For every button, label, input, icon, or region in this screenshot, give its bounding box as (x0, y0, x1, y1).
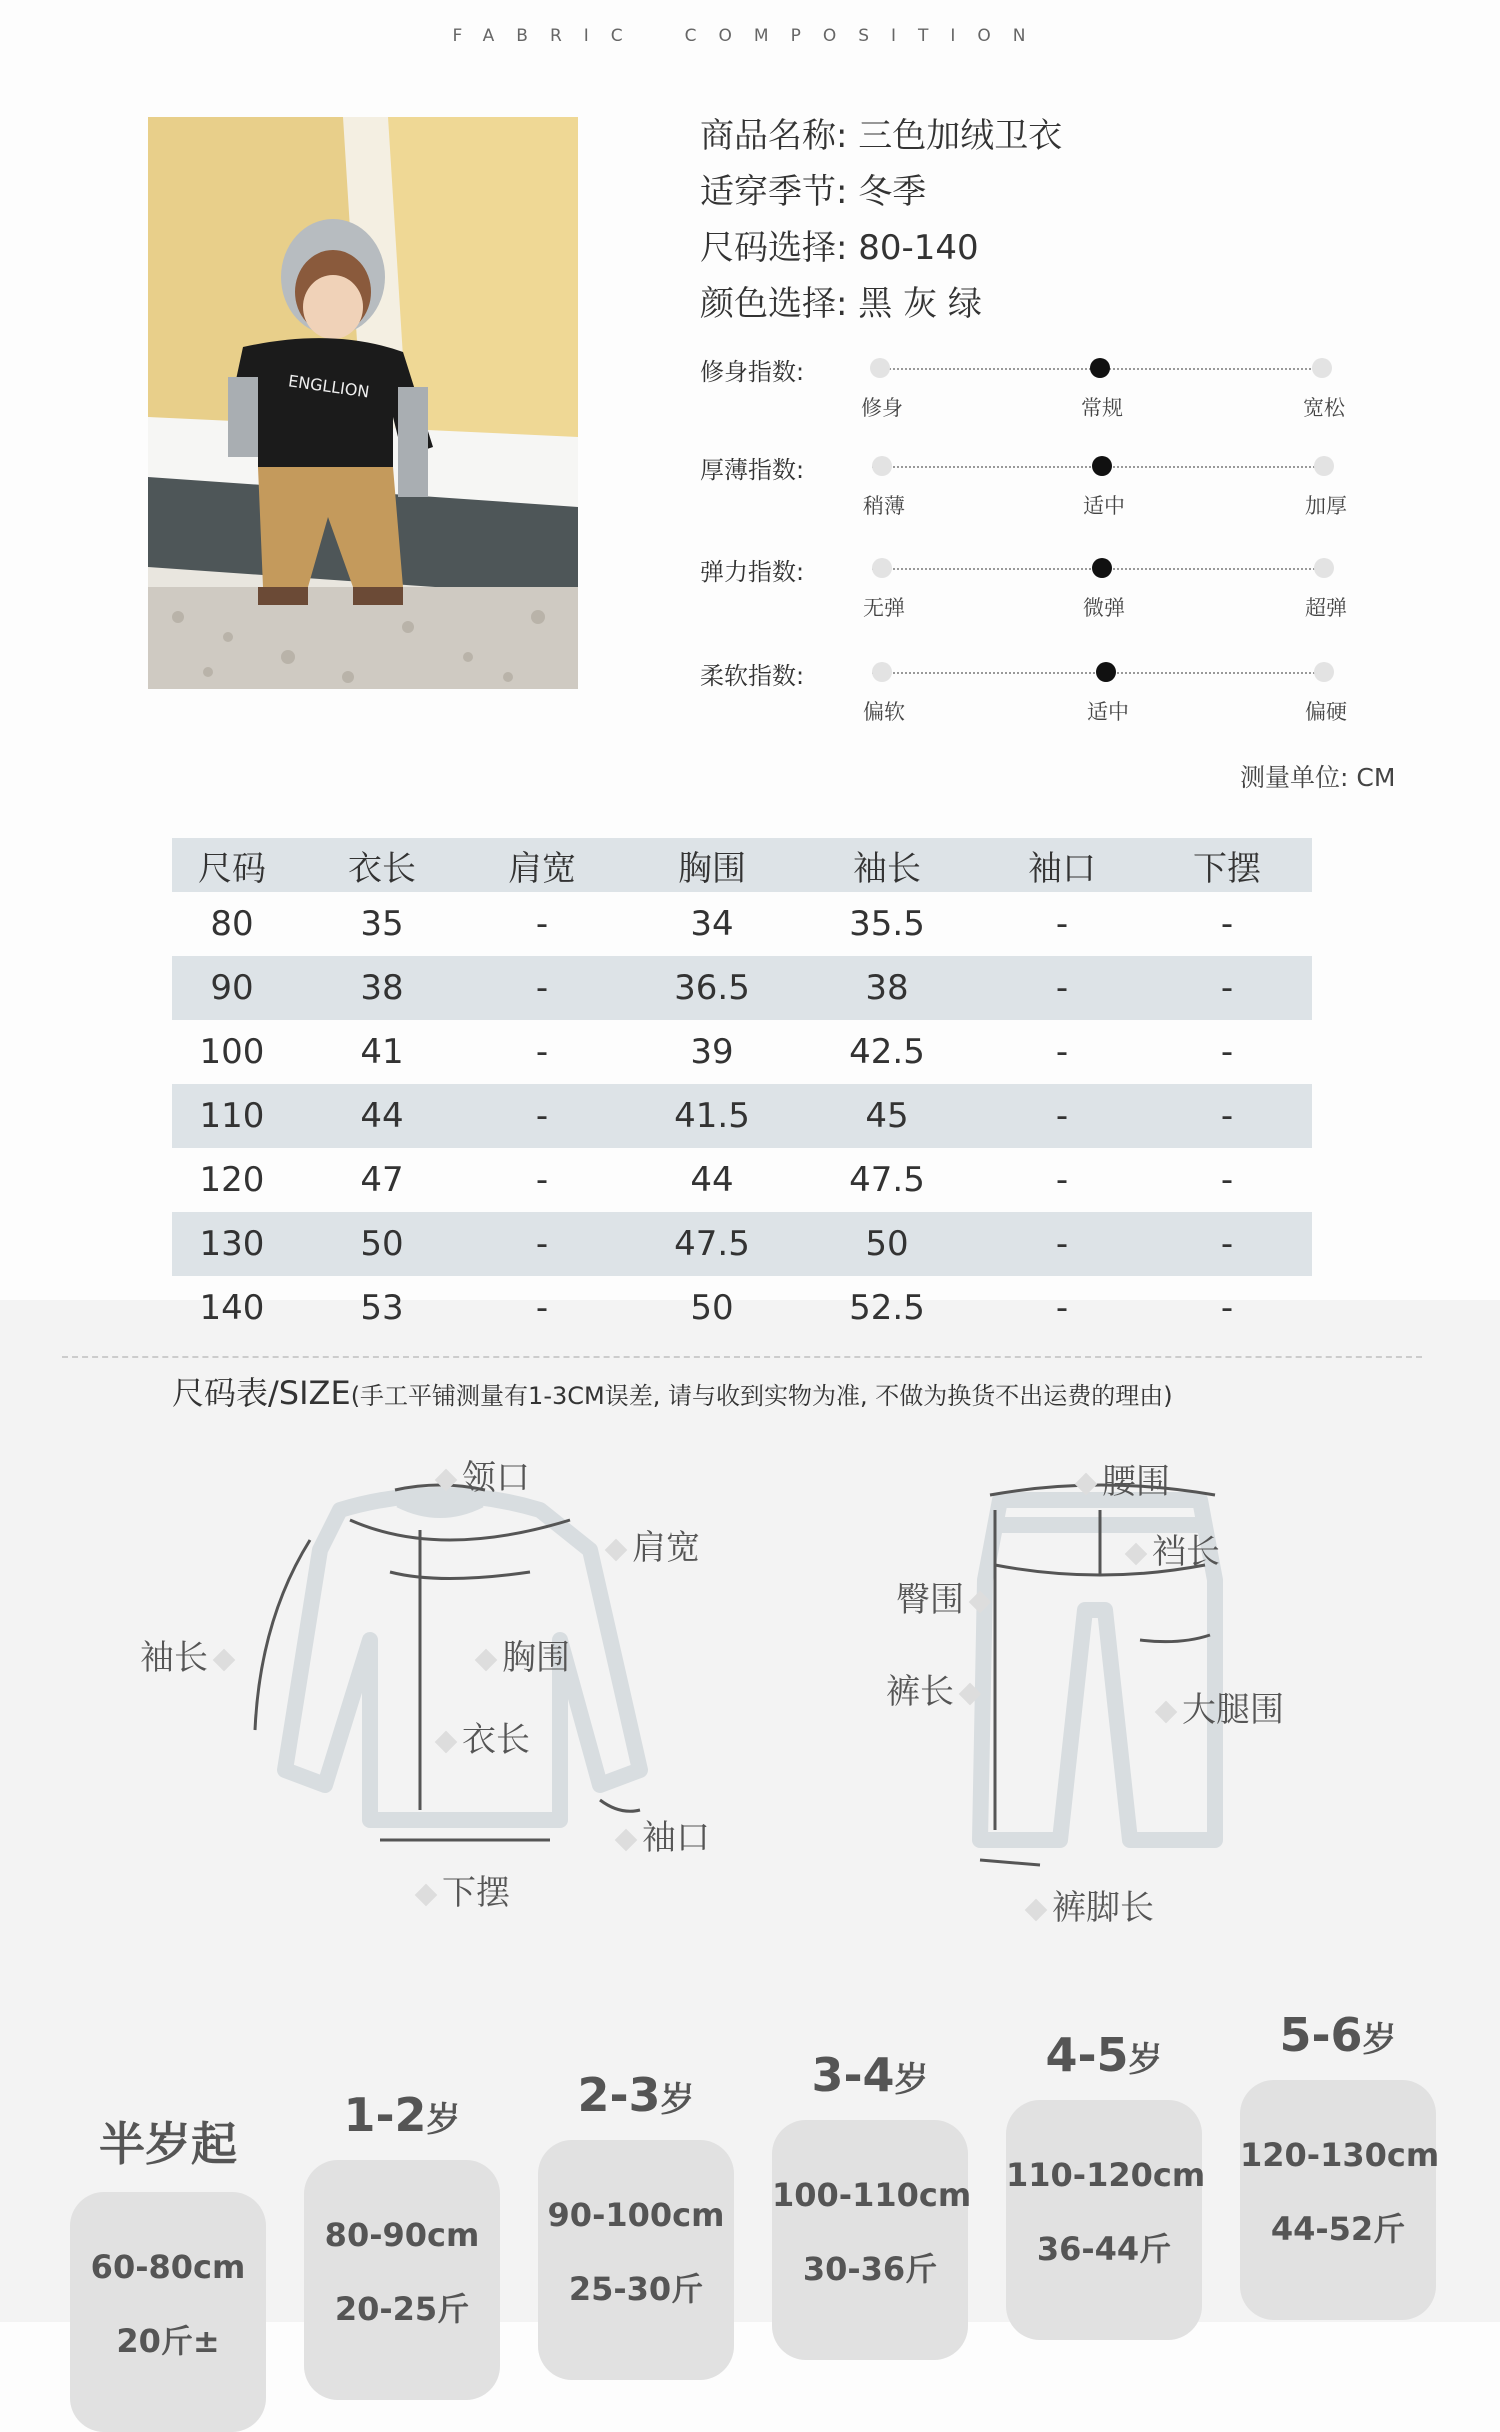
weight-range: 30-36斤 (802, 2250, 938, 2288)
height-range: 90-100cm (547, 2196, 725, 2234)
age-label: 半岁起 (99, 2117, 237, 2171)
age-card (1240, 2008, 1440, 2320)
age-label: 2-3岁 (577, 2068, 695, 2122)
weight-range: 20斤± (116, 2322, 220, 2360)
age-card-body (304, 2160, 500, 2400)
age-card (1006, 2028, 1206, 2340)
size-table (172, 838, 1312, 1340)
table-row: 120 47 - 44 47.5 - - (199, 1160, 1234, 1200)
height-range: 110-120cm (1006, 2156, 1206, 2194)
measurement-diagram (140, 1440, 1360, 1928)
weight-range: 25-30斤 (568, 2270, 704, 2308)
garment-outlines (140, 1440, 1360, 1920)
info-colors: 颜色选择: 黑 灰 绿 (700, 284, 982, 324)
subtitle-left: FABRIC (452, 26, 645, 46)
thickness-index-label: 厚薄指数: (700, 456, 805, 484)
section-divider (62, 1356, 1422, 1358)
product-info (700, 112, 1062, 336)
weight-range: 36-44斤 (1036, 2230, 1172, 2268)
table-row: 110 44 - 41.5 45 - - (172, 1084, 1312, 1148)
table-row: 100 41 - 39 42.5 - - (199, 1032, 1234, 1072)
table-header: 尺码 衣长 肩宽 胸围 袖长 袖口 下摆 (172, 838, 1312, 892)
label-rise: 裆长 (1120, 1524, 1220, 1573)
table-row: 140 53 - 50 52.5 - - (199, 1288, 1234, 1328)
fit-index: 修身指数: 修身 常规 宽松 (700, 352, 1350, 452)
table-row: 80 35 - 34 35.5 - - (210, 904, 1234, 944)
height-range: 80-90cm (324, 2216, 480, 2254)
height-range: 60-80cm (90, 2248, 246, 2286)
unit-note: 测量单位: CM (1240, 763, 1396, 792)
height-range: 100-110cm (772, 2176, 972, 2214)
label-thigh: 大腿围 (1150, 1682, 1284, 1731)
age-card (538, 2068, 734, 2380)
label-collar: 领口 (430, 1450, 530, 1499)
thickness-index: 厚薄指数: 稍薄 适中 加厚 (700, 450, 1350, 550)
softness-index: 柔软指数: 偏软 适中 偏硬 (700, 656, 1350, 756)
label-shoulder: 肩宽 (600, 1520, 700, 1569)
age-card (304, 2088, 500, 2400)
product-photo (148, 117, 578, 689)
age-card (772, 2048, 972, 2360)
label-hem: 下摆 (410, 1865, 510, 1914)
weight-range: 44-52斤 (1270, 2210, 1406, 2248)
weight-range: 20-25斤 (334, 2290, 470, 2328)
age-label: 3-4岁 (811, 2048, 929, 2102)
softness-index-label: 柔软指数: (700, 662, 805, 690)
section-subtitle (0, 26, 1500, 46)
elasticity-index-label: 弹力指数: (700, 558, 805, 586)
label-leg-opening: 裤脚长 (1020, 1880, 1154, 1929)
table-row: 130 50 - 47.5 50 - - (172, 1212, 1312, 1276)
elasticity-index: 弹力指数: 无弹 微弹 超弹 (700, 552, 1350, 652)
label-waist: 腰围 (1070, 1454, 1170, 1503)
fit-index-label: 修身指数: (700, 358, 805, 386)
table-row: 90 38 - 36.5 38 - - (172, 956, 1312, 1020)
age-label: 4-5岁 (1045, 2028, 1163, 2082)
label-hip: 臀围 (896, 1572, 996, 1621)
info-sizes: 尺码选择: 80-140 (700, 228, 979, 268)
label-sleeve-length: 袖长 (140, 1630, 240, 1679)
size-chart-title (172, 1368, 1173, 1414)
label-cuff: 袖口 (610, 1810, 710, 1859)
age-card-body (1240, 2080, 1440, 2320)
age-card-body (1006, 2100, 1206, 2340)
info-season: 适穿季节: 冬季 (700, 172, 927, 212)
subtitle-right: COMPOSITION (684, 26, 1048, 46)
height-range: 120-130cm (1240, 2136, 1440, 2174)
size-chart-note: (手工平铺测量有1-3CM误差, 请与收到实物为准, 不做为换货不出运费的理由) (350, 1382, 1173, 1410)
label-chest: 胸围 (470, 1630, 570, 1679)
label-pants-length: 裤长 (886, 1664, 986, 1713)
size-chart-heading: 尺码表/SIZE (172, 1374, 351, 1412)
age-card-body (538, 2140, 734, 2380)
info-name: 商品名称: 三色加绒卫衣 (700, 116, 1063, 156)
age-card-body (772, 2120, 972, 2360)
age-label: 5-6岁 (1279, 2008, 1397, 2062)
label-body-length: 衣长 (430, 1712, 530, 1761)
shirt-print: ENGLLION (287, 371, 371, 402)
age-card-body (70, 2192, 266, 2432)
age-card (70, 2108, 266, 2432)
age-label: 1-2岁 (343, 2088, 461, 2142)
